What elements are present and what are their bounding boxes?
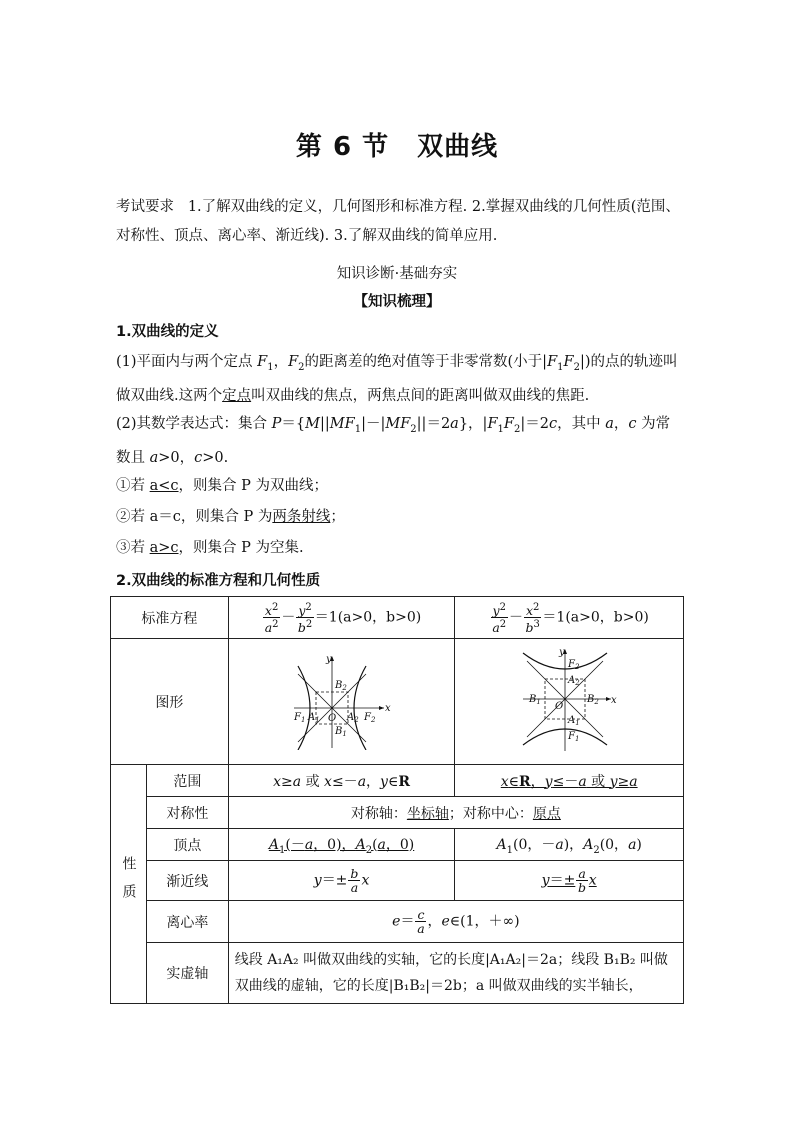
svg-text:F2: $F_2$ bbox=[363, 711, 375, 724]
graph-x-axis bbox=[228, 639, 455, 765]
hyperbola-y-graph bbox=[519, 647, 619, 753]
definition-heading: 1.双曲线的定义 bbox=[116, 324, 219, 340]
properties-table bbox=[110, 596, 684, 1004]
vertex-y-axis: $A_1(0$，－a)，$A_2(0$，a) bbox=[455, 829, 684, 861]
exam-text: 1.了解双曲线的定义，几何图形和标准方程. 2.掌握双曲线的几何性质(范围、对称性、顶点、离心率、渐近线). 3.了解双曲线的简单应用. bbox=[116, 199, 680, 244]
exam-requirements bbox=[116, 193, 682, 251]
graph-y-axis bbox=[455, 639, 684, 765]
case-3: ③若 a>c，则集合 P 为空集. bbox=[116, 540, 304, 556]
row-vertex bbox=[111, 829, 684, 861]
label-axes: 实虚轴 bbox=[146, 943, 228, 1004]
range-x-axis: x≥a 或 x≤－a，y∈R bbox=[228, 765, 455, 797]
asymptote-y-axis: y＝± $\frac{a}{b}$ x bbox=[455, 861, 684, 901]
label-standard-equation: 标准方程 bbox=[111, 597, 229, 639]
svg-text:O: O bbox=[555, 700, 564, 712]
row-standard-equation bbox=[111, 597, 684, 639]
row-symmetry bbox=[111, 797, 684, 829]
label-asymptote: 渐近线 bbox=[146, 861, 228, 901]
axes-description: 线段 A₁A₂ 叫做双曲线的实轴，它的长度|A₁A₂|＝2a；线段 B₁B₂ 叫做双曲线的虚轴，它的长度|B₁B₂|＝2b；a 叫做双曲线的实半轴长， bbox=[228, 943, 683, 1004]
section-number: 第 6 节 bbox=[295, 132, 390, 162]
equation-y-axis: $\frac{y^2}{a^2}$ － $\frac{x^2}{b^3}$ ＝1(a>0，b>0) bbox=[455, 597, 684, 639]
row-axes bbox=[111, 943, 684, 1004]
sub-heading: 【知识梳理】 bbox=[353, 294, 441, 310]
row-eccentricity bbox=[111, 901, 684, 943]
definition-paragraph-1: (1)平面内与两个定点 $F_1$，$F_2$的距离差的绝对值等于非零常数(小于$|F_1F_2|$)的点的轨迹叫做双曲线.这两个定点叫双曲线的焦点，两焦点间的距离叫做双曲线的焦距. bbox=[116, 354, 678, 404]
svg-text:B2: $B_2$ bbox=[334, 679, 347, 692]
svg-text:A2: $A_2$ bbox=[568, 674, 580, 687]
case-2: ②若 a＝c，则集合 P 为两条射线； bbox=[116, 509, 345, 525]
svg-text:B1: $B_1$ bbox=[334, 725, 347, 738]
symmetry-value: 对称轴：坐标轴；对称中心：原点 bbox=[228, 797, 683, 829]
label-symmetry: 对称性 bbox=[146, 797, 228, 829]
svg-text:x: x bbox=[611, 694, 617, 706]
svg-text:F1: $F_1$ bbox=[293, 711, 305, 724]
row-graph bbox=[111, 639, 684, 765]
label-properties: 性质 bbox=[111, 765, 147, 1004]
svg-text:F1: $F_1$ bbox=[568, 730, 580, 743]
svg-text:A1: $A_1$ bbox=[568, 714, 580, 727]
label-eccentricity: 离心率 bbox=[146, 901, 228, 943]
definition-paragraph-2: (2)其数学表达式：集合 $P=\{M||MF_1|-|MF_2||=2a\}$，$|F_1F_2|=2c$，其中 a，c 为常数且 a>0，c>0. bbox=[116, 416, 671, 466]
svg-text:x: x bbox=[384, 702, 391, 714]
section-title: 双曲线 bbox=[417, 132, 499, 162]
svg-text:B1: $B_1$ bbox=[529, 693, 542, 706]
svg-text:y: y bbox=[559, 646, 565, 658]
exam-label: 考试要求 bbox=[116, 199, 174, 215]
svg-text:O: O bbox=[327, 712, 336, 724]
row-asymptote bbox=[111, 861, 684, 901]
label-vertex: 顶点 bbox=[146, 829, 228, 861]
range-y-axis: x∈R，y≤－a 或 y≥a bbox=[455, 765, 684, 797]
case-1: ①若 a<c，则集合 P 为双曲线； bbox=[116, 478, 329, 494]
svg-text:y: y bbox=[325, 653, 332, 665]
svg-text:A1: $A_1$ bbox=[307, 711, 320, 724]
eccentricity-value: e＝ $\frac{c}{a}$ ，e∈(1，＋∞) bbox=[228, 901, 683, 943]
underlined-focus: 定点 bbox=[222, 387, 252, 404]
equation-x-axis: $\frac{x^2}{a^2}$ － $\frac{y^2}{b^2}$ ＝1(a>0，b>0) bbox=[228, 597, 455, 639]
svg-text:B2: $B_2$ bbox=[587, 693, 600, 706]
label-range: 范围 bbox=[146, 765, 228, 797]
section-heading: 知识诊断·基础夯实 bbox=[336, 266, 458, 282]
row-range bbox=[111, 765, 684, 797]
label-graph: 图形 bbox=[111, 639, 229, 765]
svg-text:A2: $A_2$ bbox=[346, 711, 359, 724]
hyperbola-x-graph bbox=[292, 650, 392, 750]
vertex-x-axis: $A_1(-a$，0)，$A_2(a$，0) bbox=[228, 829, 455, 861]
properties-heading: 2.双曲线的标准方程和几何性质 bbox=[116, 573, 321, 589]
asymptote-x-axis: y＝± $\frac{b}{a}$ x bbox=[228, 861, 455, 901]
page-title bbox=[0, 126, 794, 163]
svg-text:F2: $F_2$ bbox=[568, 658, 580, 671]
